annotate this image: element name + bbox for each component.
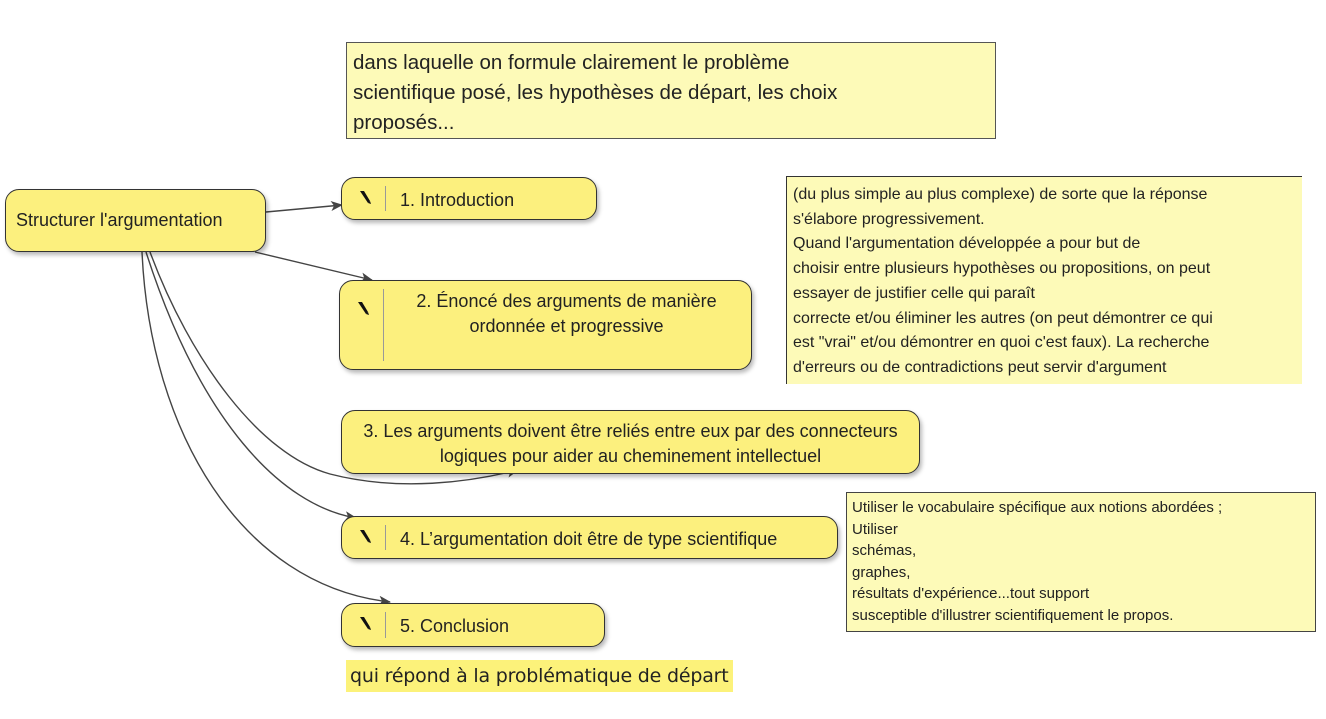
note-line: graphes, bbox=[852, 563, 911, 581]
edge-root-to-scientifique bbox=[146, 252, 356, 518]
step-node-scientifique[interactable] bbox=[341, 516, 838, 559]
note-conclusion: qui répond à la problématique de départ bbox=[346, 660, 733, 692]
note-line: Utiliser le vocabulaire spécifique aux notions abordées ; bbox=[852, 499, 1223, 516]
pencil-icon[interactable] bbox=[358, 616, 372, 630]
step-node-arguments[interactable] bbox=[339, 280, 752, 370]
node-separator bbox=[385, 186, 386, 211]
node-separator bbox=[383, 289, 384, 361]
note-line: s'élabore progressivement. bbox=[793, 210, 985, 228]
step-label-introduction: 1. Introduction bbox=[400, 190, 515, 210]
root-node-label: Structurer l'argumentation bbox=[16, 210, 223, 230]
note-arguments bbox=[786, 176, 1302, 384]
note-line: (du plus simple au plus complexe) de sorte que la réponse bbox=[793, 186, 1208, 203]
root-node[interactable] bbox=[5, 189, 266, 252]
step-node-introduction[interactable] bbox=[341, 177, 597, 220]
note-line: est "vrai" et/ou démontrer en quoi c'est faux). La recherche bbox=[793, 334, 1210, 352]
step-label-scientifique: 4. L’argumentation doit être de type scientifique bbox=[400, 529, 778, 549]
step-label-connecteurs: 3. Les arguments doivent être reliés entre eux par des connecteurs logiques pour aider au cheminement intellectuel bbox=[363, 421, 898, 466]
note-introduction bbox=[346, 42, 996, 139]
note-line: proposés... bbox=[353, 111, 455, 134]
note-scientifique bbox=[846, 492, 1316, 632]
note-line: dans laquelle on formule clairement le problème bbox=[353, 51, 790, 74]
note-line: Quand l'argumentation développée a pour but de bbox=[793, 235, 1141, 253]
note-line: Utiliser bbox=[852, 520, 898, 538]
node-separator bbox=[385, 525, 386, 550]
step-label-conclusion: 5. Conclusion bbox=[400, 616, 510, 636]
note-line: choisir entre plusieurs hypothèses ou propositions, on peut bbox=[793, 260, 1211, 278]
note-line: résultats d'expérience...tout support bbox=[852, 585, 1090, 603]
edge-root-to-introduction bbox=[266, 205, 342, 212]
note-line: schémas, bbox=[852, 542, 917, 560]
note-line: correcte et/ou éliminer les autres (on peut démontrer ce qui bbox=[793, 309, 1213, 327]
pencil-icon[interactable] bbox=[358, 190, 372, 204]
pencil-icon[interactable] bbox=[356, 301, 370, 315]
edge-root-to-arguments bbox=[255, 252, 372, 280]
note-line: scientifique posé, les hypothèses de départ, les choix bbox=[353, 81, 838, 104]
node-separator bbox=[385, 612, 386, 638]
note-line: susceptible d'illustrer scientifiquement le propos. bbox=[852, 606, 1174, 624]
note-line: essayer de justifier celle qui paraît bbox=[793, 284, 1035, 302]
step-node-conclusion[interactable] bbox=[341, 603, 605, 647]
step-node-connecteurs[interactable] bbox=[341, 410, 920, 474]
step-label-arguments: 2. Énoncé des arguments de manière ordonnée et progressive bbox=[416, 291, 717, 336]
note-line: d'erreurs ou de contradictions peut servir d'argument bbox=[793, 358, 1167, 376]
pencil-icon[interactable] bbox=[358, 529, 372, 543]
